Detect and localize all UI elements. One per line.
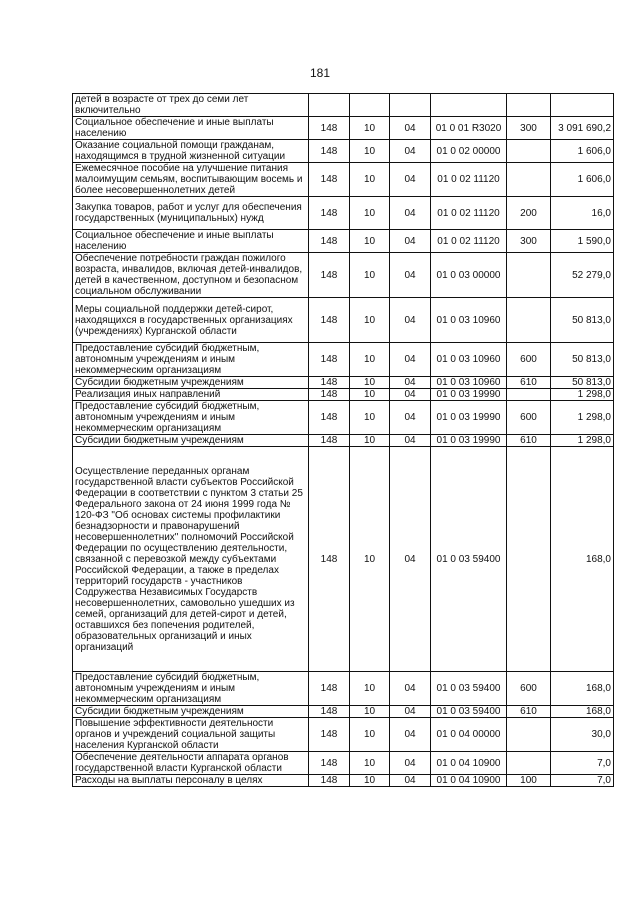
page-number: 181 xyxy=(309,66,331,80)
cell-name: Обеспечение потребности граждан пожилого возраста, инвалидов, включая детей-инвалидов, детей в качественном, доступном и безопасном социальном обслуживании xyxy=(73,253,309,298)
table-row xyxy=(73,298,614,343)
cell-type: 610 xyxy=(507,706,551,718)
cell-ministry: 148 xyxy=(309,253,350,298)
cell-name: Ежемесячное пособие на улучшение питания малоимущим семьям, воспитывающим восемь и более несовершеннолетних детей xyxy=(73,163,309,197)
cell-target: 01 0 03 59400 xyxy=(431,706,507,718)
cell-target: 01 0 03 19990 xyxy=(431,401,507,435)
cell-target: 01 0 03 00000 xyxy=(431,253,507,298)
cell-section: 10 xyxy=(350,401,390,435)
cell-type: 600 xyxy=(507,401,551,435)
cell-type xyxy=(507,752,551,775)
cell-name: Осуществление переданных органам государственной власти субъектов Российской Федерации в соответствии с пунктом 3 статьи 25 Федерального закона от 24 июня 1999 года № 120-ФЗ "Об основах системы профилактики безнадзорности и правонарушений несовершеннолетних" полномочий Российской Федерации по осуществлению деятельности, связанной с перевозкой между субъектами Российской Федерации, а также в пределах территорий государств - участников Содружества Независимых Государств несовершеннолетних, самовольно ушедших из семей, организаций для детей-сирот и детей, оставшихся без попечения родителей, образовательных организаций и иных организаций xyxy=(73,447,309,672)
cell-section: 10 xyxy=(350,377,390,389)
cell-ministry: 148 xyxy=(309,775,350,787)
cell-section: 10 xyxy=(350,197,390,230)
cell-sum: 7,0 xyxy=(551,775,614,787)
cell-section: 10 xyxy=(350,140,390,163)
cell-type: 600 xyxy=(507,672,551,706)
cell-target: 01 0 04 10900 xyxy=(431,775,507,787)
cell-type: 600 xyxy=(507,343,551,377)
cell-type: 300 xyxy=(507,230,551,253)
cell-ministry: 148 xyxy=(309,197,350,230)
cell-type: 100 xyxy=(507,775,551,787)
cell-section: 10 xyxy=(350,230,390,253)
cell-name: Расходы на выплаты персоналу в целях xyxy=(73,775,309,787)
cell-type: 200 xyxy=(507,197,551,230)
cell-subsection: 04 xyxy=(390,343,431,377)
cell-type xyxy=(507,94,551,117)
cell-ministry xyxy=(309,94,350,117)
cell-sum: 50 813,0 xyxy=(551,377,614,389)
cell-subsection: 04 xyxy=(390,230,431,253)
cell-target: 01 0 04 00000 xyxy=(431,718,507,752)
cell-type: 610 xyxy=(507,435,551,447)
cell-name: Обеспечение деятельности аппарата органов государственной власти Курганской области xyxy=(73,752,309,775)
cell-sum xyxy=(551,94,614,117)
cell-target: 01 0 02 00000 xyxy=(431,140,507,163)
cell-target xyxy=(431,94,507,117)
cell-section: 10 xyxy=(350,298,390,343)
cell-ministry: 148 xyxy=(309,706,350,718)
cell-section: 10 xyxy=(350,752,390,775)
table-row xyxy=(73,775,614,787)
cell-name: Субсидии бюджетным учреждениям xyxy=(73,435,309,447)
cell-sum: 1 606,0 xyxy=(551,140,614,163)
cell-type xyxy=(507,253,551,298)
cell-sum: 30,0 xyxy=(551,718,614,752)
cell-sum: 168,0 xyxy=(551,672,614,706)
cell-name: Социальное обеспечение и иные выплаты населению xyxy=(73,230,309,253)
cell-subsection: 04 xyxy=(390,672,431,706)
cell-target: 01 0 03 59400 xyxy=(431,672,507,706)
cell-section: 10 xyxy=(350,343,390,377)
cell-target: 01 0 03 10960 xyxy=(431,343,507,377)
cell-name: Повышение эффективности деятельности органов и учреждений социальной защиты населения Курганской области xyxy=(73,718,309,752)
cell-type xyxy=(507,298,551,343)
cell-subsection: 04 xyxy=(390,447,431,672)
cell-sum: 52 279,0 xyxy=(551,253,614,298)
cell-name: Социальное обеспечение и иные выплаты населению xyxy=(73,117,309,140)
budget-table-body xyxy=(73,94,614,787)
cell-type xyxy=(507,447,551,672)
cell-subsection: 04 xyxy=(390,752,431,775)
cell-subsection: 04 xyxy=(390,775,431,787)
cell-ministry: 148 xyxy=(309,117,350,140)
cell-name: детей в возрасте от трех до семи лет включительно xyxy=(73,94,309,117)
cell-ministry: 148 xyxy=(309,343,350,377)
cell-section: 10 xyxy=(350,775,390,787)
cell-section: 10 xyxy=(350,163,390,197)
cell-sum: 1 298,0 xyxy=(551,435,614,447)
cell-type: 610 xyxy=(507,377,551,389)
table-row xyxy=(73,163,614,197)
cell-subsection: 04 xyxy=(390,377,431,389)
cell-target: 01 0 04 10900 xyxy=(431,752,507,775)
cell-sum: 50 813,0 xyxy=(551,343,614,377)
cell-name: Закупка товаров, работ и услуг для обеспечения государственных (муниципальных) нужд xyxy=(73,197,309,230)
table-row xyxy=(73,447,614,672)
table-row xyxy=(73,706,614,718)
cell-sum: 168,0 xyxy=(551,706,614,718)
cell-ministry: 148 xyxy=(309,447,350,672)
cell-name: Реализация иных направлений xyxy=(73,389,309,401)
table-row xyxy=(73,117,614,140)
table-row xyxy=(73,377,614,389)
table-row xyxy=(73,94,614,117)
cell-sum: 168,0 xyxy=(551,447,614,672)
cell-target: 01 0 02 11120 xyxy=(431,163,507,197)
cell-section xyxy=(350,94,390,117)
cell-sum: 1 590,0 xyxy=(551,230,614,253)
cell-section: 10 xyxy=(350,435,390,447)
cell-section: 10 xyxy=(350,706,390,718)
table-row xyxy=(73,401,614,435)
cell-subsection: 04 xyxy=(390,389,431,401)
cell-subsection: 04 xyxy=(390,197,431,230)
cell-ministry: 148 xyxy=(309,672,350,706)
table-row xyxy=(73,197,614,230)
cell-section: 10 xyxy=(350,447,390,672)
cell-type xyxy=(507,163,551,197)
cell-type xyxy=(507,389,551,401)
cell-subsection: 04 xyxy=(390,718,431,752)
table-row xyxy=(73,253,614,298)
cell-target: 01 0 03 59400 xyxy=(431,447,507,672)
cell-section: 10 xyxy=(350,672,390,706)
table-row xyxy=(73,140,614,163)
cell-sum: 50 813,0 xyxy=(551,298,614,343)
cell-sum: 1 298,0 xyxy=(551,389,614,401)
cell-target: 01 0 02 11120 xyxy=(431,197,507,230)
table-row xyxy=(73,389,614,401)
cell-ministry: 148 xyxy=(309,163,350,197)
table-row xyxy=(73,752,614,775)
cell-ministry: 148 xyxy=(309,377,350,389)
cell-ministry: 148 xyxy=(309,298,350,343)
cell-subsection: 04 xyxy=(390,706,431,718)
cell-ministry: 148 xyxy=(309,140,350,163)
cell-ministry: 148 xyxy=(309,435,350,447)
cell-subsection: 04 xyxy=(390,253,431,298)
table-row xyxy=(73,672,614,706)
cell-section: 10 xyxy=(350,117,390,140)
cell-name: Субсидии бюджетным учреждениям xyxy=(73,377,309,389)
cell-subsection: 04 xyxy=(390,401,431,435)
cell-type xyxy=(507,718,551,752)
cell-target: 01 0 01 R3020 xyxy=(431,117,507,140)
cell-target: 01 0 03 19990 xyxy=(431,389,507,401)
cell-sum: 7,0 xyxy=(551,752,614,775)
cell-target: 01 0 03 19990 xyxy=(431,435,507,447)
cell-subsection: 04 xyxy=(390,163,431,197)
table-row xyxy=(73,718,614,752)
cell-sum: 1 606,0 xyxy=(551,163,614,197)
cell-name: Предоставление субсидий бюджетным, автономным учреждениям и иным некоммерческим организациям xyxy=(73,343,309,377)
cell-ministry: 148 xyxy=(309,389,350,401)
cell-sum: 1 298,0 xyxy=(551,401,614,435)
table-row xyxy=(73,435,614,447)
cell-type xyxy=(507,140,551,163)
cell-ministry: 148 xyxy=(309,401,350,435)
cell-subsection: 04 xyxy=(390,298,431,343)
cell-name: Оказание социальной помощи гражданам, находящимся в трудной жизненной ситуации xyxy=(73,140,309,163)
cell-subsection: 04 xyxy=(390,140,431,163)
cell-name: Субсидии бюджетным учреждениям xyxy=(73,706,309,718)
cell-section: 10 xyxy=(350,253,390,298)
cell-sum: 16,0 xyxy=(551,197,614,230)
cell-name: Меры социальной поддержки детей-сирот, находящихся в государственных организациях (учреждениях) Курганской области xyxy=(73,298,309,343)
cell-subsection: 04 xyxy=(390,435,431,447)
table-row xyxy=(73,230,614,253)
cell-section: 10 xyxy=(350,718,390,752)
cell-ministry: 148 xyxy=(309,718,350,752)
cell-sum: 3 091 690,2 xyxy=(551,117,614,140)
cell-name: Предоставление субсидий бюджетным, автономным учреждениям и иным некоммерческим организациям xyxy=(73,401,309,435)
cell-ministry: 148 xyxy=(309,230,350,253)
cell-subsection: 04 xyxy=(390,117,431,140)
budget-table xyxy=(72,93,614,787)
cell-section: 10 xyxy=(350,389,390,401)
cell-target: 01 0 03 10960 xyxy=(431,377,507,389)
cell-target: 01 0 03 10960 xyxy=(431,298,507,343)
cell-ministry: 148 xyxy=(309,752,350,775)
cell-subsection xyxy=(390,94,431,117)
cell-name: Предоставление субсидий бюджетным, автономным учреждениям и иным некоммерческим организациям xyxy=(73,672,309,706)
cell-type: 300 xyxy=(507,117,551,140)
cell-target: 01 0 02 11120 xyxy=(431,230,507,253)
table-row xyxy=(73,343,614,377)
